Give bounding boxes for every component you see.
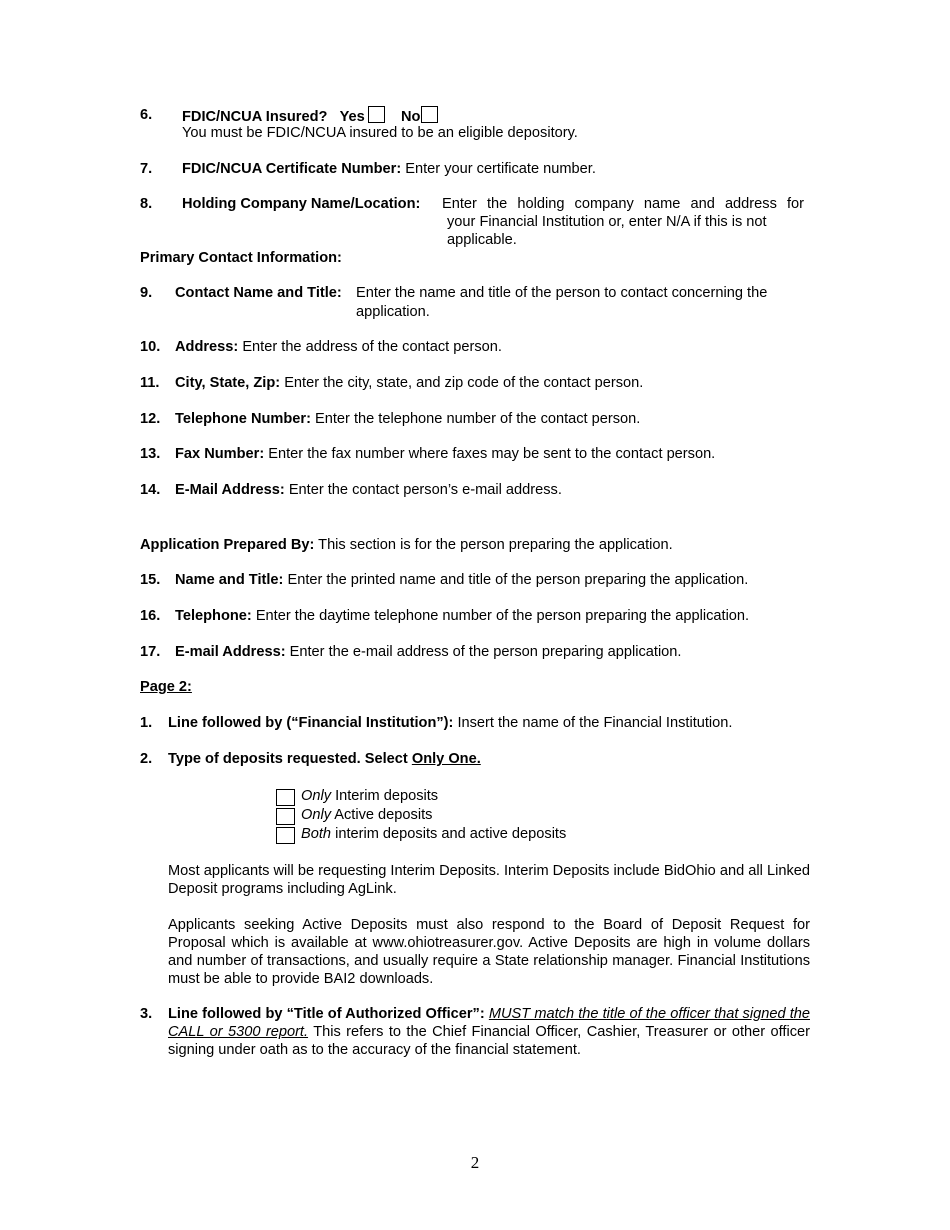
page-2-heading: Page 2: — [140, 679, 192, 695]
item-8-desc-line1: Enter the holding company name and address for — [442, 196, 804, 212]
option-both — [301, 825, 566, 843]
item-16-desc: Enter the daytime telephone number of the person preparing the application. — [255, 608, 750, 624]
primary-contact-heading: Primary Contact Information: — [140, 250, 342, 266]
item-6-desc: You must be FDIC/NCUA insured to be an eligible depository. — [182, 125, 578, 141]
item-17-number: 17. — [140, 644, 161, 660]
item-17-label: E-mail Address: — [175, 644, 286, 660]
p2-item-3-text — [168, 1005, 810, 1059]
p2-item-3-emphasis: MUST match the title of the officer that signed the CALL or 5300 report. — [168, 1006, 810, 1040]
item-6-label: FDIC/NCUA Insured? — [182, 109, 328, 125]
p2-item-2-line — [168, 750, 481, 768]
item-9-number: 9. — [140, 285, 153, 301]
item-11-line — [175, 374, 643, 392]
item-14-number: 14. — [140, 482, 161, 498]
option-interim — [301, 787, 438, 805]
item-13-number: 13. — [140, 446, 161, 462]
item-8-desc-line2: your Financial Institution or, enter N/A if this is not — [447, 214, 767, 230]
item-15-label: Name and Title: — [175, 572, 284, 588]
interim-checkbox[interactable] — [276, 789, 295, 806]
item-12-desc: Enter the telephone number of the contact person. — [315, 411, 641, 427]
item-7-number: 7. — [140, 161, 153, 177]
p2-item-1-label: Line followed by (“Financial Institution”): — [168, 715, 454, 731]
item-16-label: Telephone: — [175, 608, 252, 624]
page-number: 2 — [470, 1153, 480, 1172]
item-13-desc: Enter the fax number where faxes may be sent to the contact person. — [268, 446, 716, 462]
item-10-line — [175, 338, 502, 356]
item-11-number: 11. — [140, 375, 160, 391]
item-9-label: Contact Name and Title: — [175, 285, 342, 301]
active-deposits-paragraph: Applicants seeking Active Deposits must also respond to the Board of Deposit Request for Proposal which is available at www.ohiotreasurer.gov. Active Deposits are high in volume dollars and number of transactions, and usually require a State relationship manager. Financial Institutions must be able to provide BAI2 downloads. — [168, 917, 810, 987]
yes-label: Yes — [339, 109, 365, 125]
both-checkbox[interactable] — [276, 827, 295, 844]
option-interim-text: Interim deposits — [335, 788, 439, 804]
item-12-number: 12. — [140, 411, 161, 427]
active-checkbox[interactable] — [276, 808, 295, 825]
item-16-line — [175, 607, 749, 625]
item-15-number: 15. — [140, 572, 161, 588]
item-9-desc-line2: application. — [356, 304, 430, 320]
item-15-desc: Enter the printed name and title of the person preparing the application. — [287, 572, 749, 588]
option-active-em: Only — [301, 807, 332, 823]
item-8-number: 8. — [140, 196, 153, 212]
p2-item-1-number: 1. — [140, 715, 153, 731]
item-14-desc: Enter the contact person’s e-mail address. — [288, 482, 562, 498]
no-label: No — [400, 109, 421, 125]
item-17-desc: Enter the e-mail address of the person preparing application. — [289, 644, 682, 660]
p2-item-2-label: Type of deposits requested. Select — [168, 751, 408, 767]
p2-item-3-label: Line followed by “Title of Authorized Officer”: — [168, 1006, 485, 1022]
p2-item-2-only-one: Only One. — [411, 751, 481, 767]
item-7-desc: Enter your certificate number. — [405, 161, 596, 177]
item-6-number: 6. — [140, 107, 153, 123]
item-8-label: Holding Company Name/Location: — [182, 196, 421, 212]
item-13-line — [175, 445, 715, 463]
p2-item-1-desc: Insert the name of the Financial Institution. — [457, 715, 733, 731]
p2-item-1-line — [168, 714, 732, 732]
p2-item-2-number: 2. — [140, 751, 153, 767]
p2-item-3-number: 3. — [140, 1006, 153, 1022]
prepared-by-desc: This section is for the person preparing the application. — [318, 537, 673, 553]
item-14-line — [175, 481, 562, 499]
item-10-label: Address: — [175, 339, 239, 355]
option-both-em: Both — [301, 826, 332, 842]
item-11-label: City, State, Zip: — [175, 375, 281, 391]
no-checkbox[interactable] — [421, 106, 438, 123]
item-13-label: Fax Number: — [175, 446, 265, 462]
item-12-label: Telephone Number: — [175, 411, 311, 427]
p2-item-3-desc: This refers to the Chief Financial Officer, Cashier, Treasurer or other officer signing under oath as to the accuracy of the financial statement. — [168, 1024, 810, 1058]
item-6-line — [182, 106, 438, 126]
yes-checkbox[interactable] — [368, 106, 385, 123]
option-active — [301, 806, 432, 824]
item-12-line — [175, 410, 640, 428]
interim-deposits-paragraph: Most applicants will be requesting Interim Deposits. Interim Deposits include BidOhio and all Linked Deposit programs including AgLink. — [168, 863, 810, 897]
option-both-text: interim deposits and active deposits — [335, 826, 567, 842]
option-active-text: Active deposits — [334, 807, 433, 823]
item-10-number: 10. — [140, 339, 161, 355]
item-7-line — [182, 160, 596, 178]
item-10-desc: Enter the address of the contact person. — [242, 339, 502, 355]
item-8-desc-line3: applicable. — [447, 232, 517, 248]
prepared-by-label: Application Prepared By: — [140, 537, 315, 553]
option-interim-em: Only — [301, 788, 332, 804]
prepared-by-line — [140, 536, 673, 554]
item-14-label: E-Mail Address: — [175, 482, 285, 498]
item-17-line — [175, 643, 681, 661]
item-7-label: FDIC/NCUA Certificate Number: — [182, 161, 402, 177]
item-16-number: 16. — [140, 608, 161, 624]
item-15-line — [175, 571, 748, 589]
item-9-desc-line1: Enter the name and title of the person to contact concerning the — [356, 285, 768, 301]
item-11-desc: Enter the city, state, and zip code of the contact person. — [284, 375, 644, 391]
